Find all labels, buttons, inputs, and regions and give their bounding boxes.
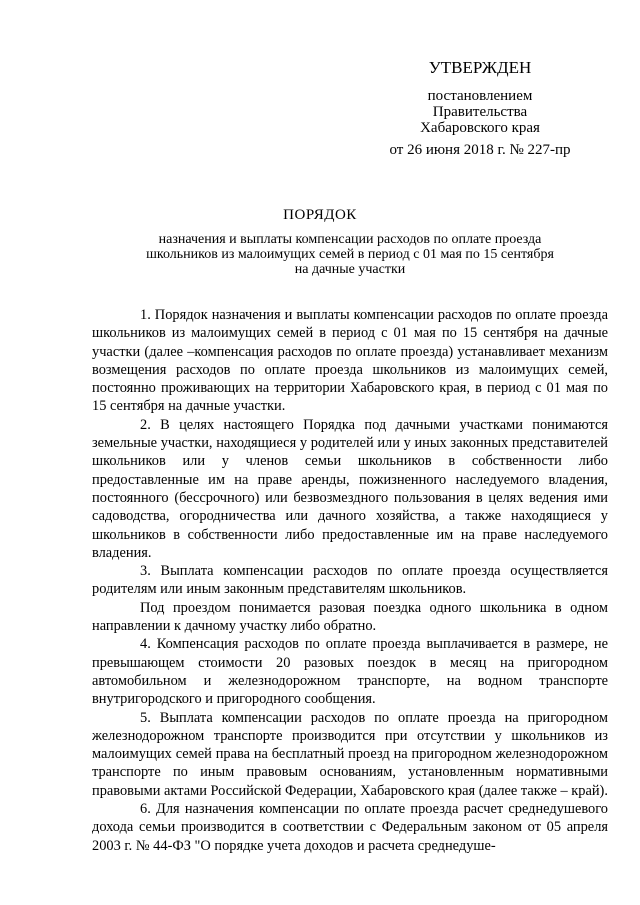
document-subtitle [120, 232, 580, 277]
paragraph-6: 6. Для назначения компенсации по оплате проезда расчет среднедушевого дохода семьи производится в соответствии с Федеральным законом от 05 апреля 2003 г. № 44-ФЗ "О порядке учета доходов и расчета среднедуше- [92, 801, 608, 854]
approval-stamp [360, 58, 600, 158]
paragraph-2: 2. В целях настоящего Порядка под дачными участками понимаются земельные участки, находящиеся у родителей или у иных законных представителей школьников или у членов семьи школьников в собственности либо предоставленные им на праве аренды, пожизненного наследуемого владения, постоянного (бессрочного) или безвозмездного пользования в целях ведения ими садоводства, огородничества или дачного хозяйства, а также находящиеся у школьников в собственности либо предоставленные им на праве наследуемого владения. [92, 416, 608, 561]
paragraph-3: 3. Выплата компенсации расходов по оплате проезда осуществляется родителям или иным законным представителям школьников. [92, 563, 608, 598]
document-body [92, 306, 608, 855]
subtitle-line: школьников из малоимущих семей в период с 01 мая по 15 сентября [146, 247, 554, 262]
subtitle-line: на дачные участки [294, 262, 406, 277]
paragraph-4: 4. Компенсация расходов по оплате проезда выплачивается в размере, не превышающем стоимости 20 разовых поездок в месяц на пригородном автомобильном и железнодорожном транспорте, на водном транспорте внутригородского и пригородного сообщения. [92, 636, 608, 708]
paragraph-1: 1. Порядок назначения и выплаты компенсации расходов по оплате проезда школьников из малоимущих семей в период с 01 мая по 15 сентября на дачные участки (далее –компенсация расходов по оплате проезда) устанавливает механизм возмещения расходов по оплате проезда школьников из малоимущих семей, постоянно проживающих на территории Хабаровского края, в период с 01 мая по 15 сентября на дачные участки. [92, 307, 608, 415]
approval-heading: УТВЕРЖДЕН [428, 58, 532, 77]
document-title: ПОРЯДОК [283, 207, 357, 223]
approval-date: от 26 июня 2018 г. № 227-пр [389, 142, 571, 158]
approval-line: постановлением [427, 88, 533, 104]
approval-line: Правительства [432, 104, 528, 120]
subtitle-line: назначения и выплаты компенсации расходов по оплате проезда [158, 232, 542, 247]
approval-line: Хабаровского края [420, 120, 540, 136]
paragraph-3-note: Под проездом понимается разовая поездка одного школьника в одном направлении к дачному участку либо обратно. [92, 599, 608, 635]
paragraph-5: 5. Выплата компенсации расходов по оплате проезда на пригородном железнодорожном транспорте производится при отсутствии у школьников из малоимущих семей права на бесплатный проезд на пригородном железнодорожном транспорте по иным правовым основаниям, установленным нормативными правовыми актами Российской Федерации, Хабаровского края (далее также – край). [92, 709, 608, 799]
